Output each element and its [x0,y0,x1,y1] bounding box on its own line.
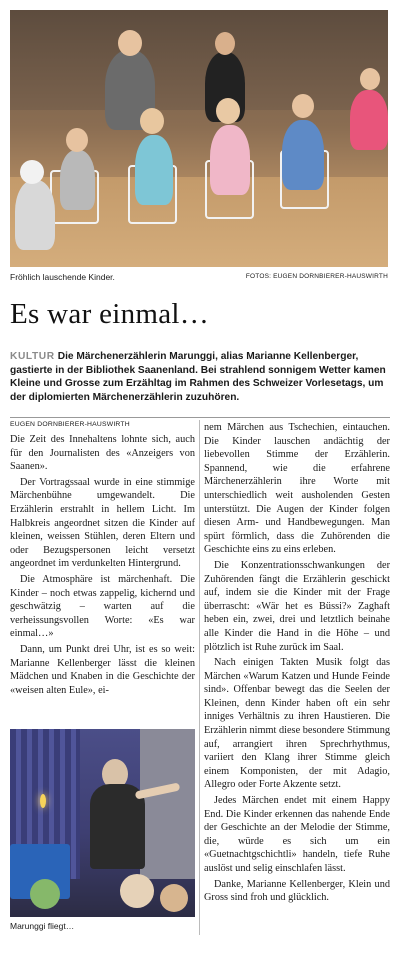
lead-text: Die Märchenerzählerin Marunggi, alias Marianne Kellenberger, gastierte in der Bibliothek Saanenland. Bei strahlend sonnigem Wetter kamen Kleine und Grosse zum Erzähltag im Rahmen des Schweizer Vorlesetags, um der diplomierten Märchenerzählerin zuzuhören. [10,351,386,403]
section-kicker: KULTUR [10,351,55,362]
article-headline: Es war einmal… [10,298,210,330]
article-lead [10,350,390,404]
paragraph: Die Zeit des Innehaltens lohnte sich, auch für den Journalisten des «Anzeigers von Saanen». [10,434,195,473]
storyteller-photo [10,729,195,917]
paragraph: Dann, um Punkt drei Uhr, ist es so weit: Marianne Kellenberger lässt die kleinen Mädchen und Knaben in die Geschichte der «weisen alten Eule», ei- [10,643,195,696]
photo-wall [10,10,388,110]
article-column-1 [10,433,195,699]
paragraph: nem Märchen aus Tschechien, eintauchen. Die Kinder lauschen andächtig der liebevollen Stimme der Erzählerin. Spannend, wie die erfahrene Märchenerzählerin ihre Worte mit unterschiedlich weit ausholenden Gesten unterstützt. Die Augen der Kinder folgen diesen Arm- und Handbewegungen. Man spürt förmlich, dass die Zuhörenden die Geschichte eins zu eins erleben. [204,422,390,556]
top-photo-caption-row [10,270,388,284]
paragraph: Danke, Marianne Kellenberger, Klein und Gross sind froh und glücklich. [204,878,390,904]
lead-divider [10,417,390,418]
children-listening-photo [10,10,388,267]
paragraph: Die Konzentrationsschwankungen der Zuhörenden fängt die Erzählerin geschickt auf, indem sie die Kinder mit der Frage überrascht: «Wär het es Büssi?» Zaghaft heben ein, zwei, drei und letztlich beinahe alle Kinder die Hand in die Höhe – und plötzlich ist Ruhe zurück im Saal. [204,559,390,653]
paragraph: Die Atmosphäre ist märchenhaft. Die Kinder – noch etwas zappelig, kichernd und geschwätzig – warten auf die verheissungsvollen Worte: «Es war einmal…» [10,573,195,640]
paragraph: Der Vortragssaal wurde in eine stimmige Märchenbühne umgewandelt. Die Erzählerin erstrahlt in hellem Licht. Im Halbkreis angeordnet sitzen die Kinder auf kleinen, weissen Stühlen, deren Eltern und oder Bezugspersonen leicht versetzt angeordnet im verdunkelten Hintergrund. [10,476,195,570]
paragraph: Jedes Märchen endet mit einem Happy End. Die Kinder erkennen das nahende Ende der Geschichte an der Melodie der Stimme, die, würde es sich um ein «Guetnachtgschichtli» handeln, tiefe Ruhe auslöst und selig einschlafen lässt. [204,795,390,874]
column-divider [199,420,200,935]
bottom-photo-caption: Marunggi fliegt… [10,921,75,931]
photo-credit: FOTOS: EUGEN DORNBIERER-HAUSWIRTH [245,273,388,280]
article-column-2 [204,421,390,907]
candle-light [40,794,46,808]
paragraph: Nach einigen Takten Musik folgt das Märchen «Warum Katzen und Hunde Feinde sind». Offenbar bewegt das die Seelen der Kleinen, denn Kinder haben oft ein sehr inniges Verhältnis zu ihren Haustieren. Die Erzählerin nimmt diese besondere Stimmung auf, arrangiert ihren Sprechrhythmus, variiert den Klang ihrer Stimme gleich einem Komponisten, der mit Adagio, Allegro oder Forte Akzente setzt. [204,657,390,791]
author-byline: EUGEN DORNBIERER-HAUSWIRTH [10,421,130,428]
top-photo-caption: Fröhlich lauschende Kinder. [10,272,115,282]
